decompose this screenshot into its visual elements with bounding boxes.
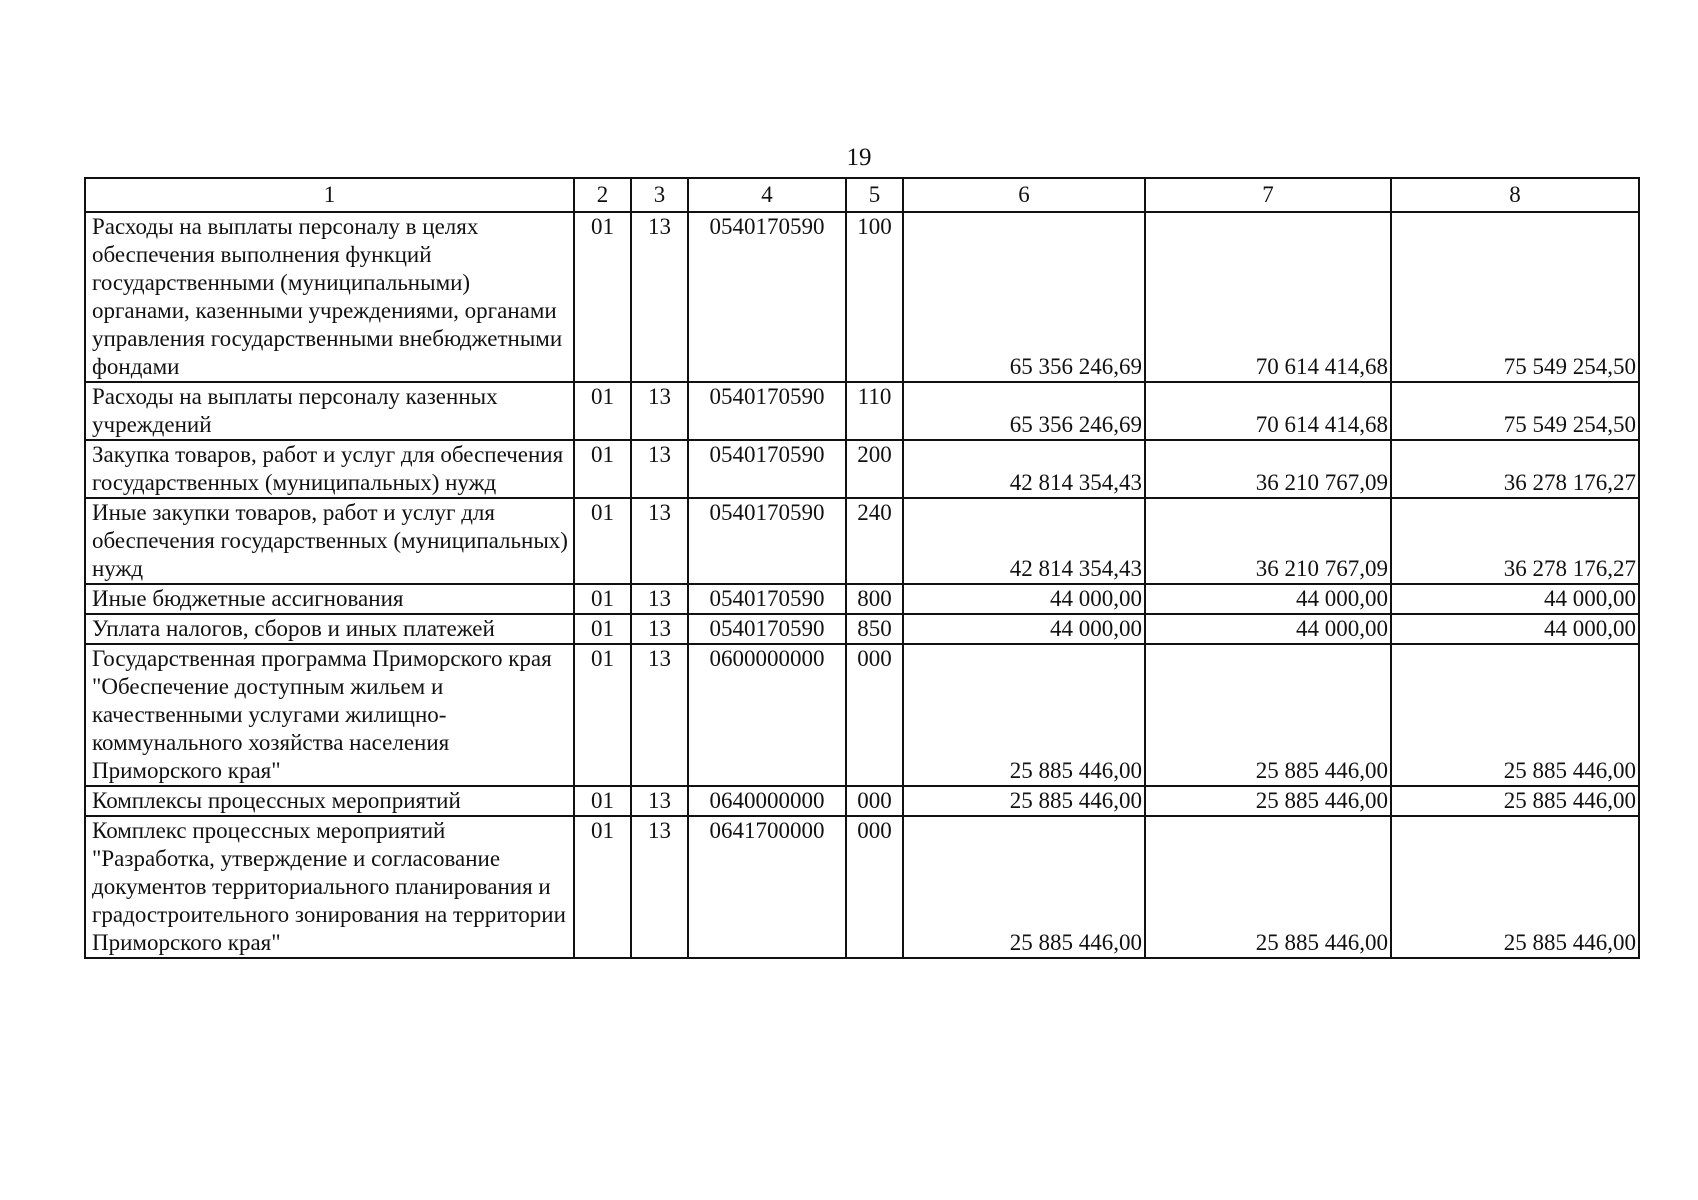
target-article-cell: 0540170590 <box>688 212 846 382</box>
expense-name-cell: Уплата налогов, сборов и иных платежей <box>85 614 574 644</box>
amount-year3-cell: 44 000,00 <box>1391 614 1639 644</box>
section-code-cell: 01 <box>574 382 631 440</box>
column-header-2: 2 <box>574 178 631 212</box>
subsection-code-cell: 13 <box>631 498 688 584</box>
table-body <box>85 178 1639 958</box>
amount-year1-cell: 25 885 446,00 <box>903 816 1145 958</box>
subsection-code-cell: 13 <box>631 440 688 498</box>
target-article-cell: 0540170590 <box>688 614 846 644</box>
table-row <box>85 440 1639 498</box>
amount-year2-cell: 36 210 767,09 <box>1145 440 1391 498</box>
column-header-4: 4 <box>688 178 846 212</box>
amount-year1-cell: 65 356 246,69 <box>903 212 1145 382</box>
page-number: 19 <box>846 144 872 171</box>
target-article-cell: 0600000000 <box>688 644 846 786</box>
section-code-cell: 01 <box>574 816 631 958</box>
amount-year2-cell: 70 614 414,68 <box>1145 212 1391 382</box>
amount-year1-cell: 25 885 446,00 <box>903 786 1145 816</box>
amount-year2-cell: 44 000,00 <box>1145 584 1391 614</box>
expense-name-cell: Расходы на выплаты персоналу казенных учреждений <box>85 382 574 440</box>
expense-name-cell: Расходы на выплаты персоналу в целях обеспечения выполнения функций государственными (муниципальными) органами, казенными учреждениями, органами управления государственными внебюджетными фондами <box>85 212 574 382</box>
subsection-code-cell: 13 <box>631 644 688 786</box>
expense-name-cell: Иные закупки товаров, работ и услуг для обеспечения государственных (муниципальных) нужд <box>85 498 574 584</box>
amount-year3-cell: 75 549 254,50 <box>1391 212 1639 382</box>
table-row <box>85 212 1639 382</box>
section-code-cell: 01 <box>574 614 631 644</box>
section-code-cell: 01 <box>574 644 631 786</box>
subsection-code-cell: 13 <box>631 212 688 382</box>
column-header-3: 3 <box>631 178 688 212</box>
amount-year3-cell: 36 278 176,27 <box>1391 440 1639 498</box>
expense-type-cell: 800 <box>846 584 903 614</box>
expense-type-cell: 850 <box>846 614 903 644</box>
target-article-cell: 0540170590 <box>688 440 846 498</box>
expense-type-cell: 000 <box>846 816 903 958</box>
amount-year3-cell: 44 000,00 <box>1391 584 1639 614</box>
subsection-code-cell: 13 <box>631 614 688 644</box>
expense-type-cell: 110 <box>846 382 903 440</box>
table-row <box>85 498 1639 584</box>
target-article-cell: 0540170590 <box>688 584 846 614</box>
amount-year1-cell: 25 885 446,00 <box>903 644 1145 786</box>
amount-year1-cell: 42 814 354,43 <box>903 440 1145 498</box>
amount-year2-cell: 36 210 767,09 <box>1145 498 1391 584</box>
budget-table <box>84 177 1640 959</box>
column-header-7: 7 <box>1145 178 1391 212</box>
table-row <box>85 584 1639 614</box>
amount-year3-cell: 25 885 446,00 <box>1391 644 1639 786</box>
amount-year2-cell: 25 885 446,00 <box>1145 644 1391 786</box>
table-row <box>85 816 1639 958</box>
target-article-cell: 0540170590 <box>688 382 846 440</box>
expense-name-cell: Государственная программа Приморского края "Обеспечение доступным жильем и качественными услугами жилищно-коммунального хозяйства населения Приморского края" <box>85 644 574 786</box>
amount-year2-cell: 25 885 446,00 <box>1145 786 1391 816</box>
target-article-cell: 0540170590 <box>688 498 846 584</box>
amount-year2-cell: 70 614 414,68 <box>1145 382 1391 440</box>
amount-year3-cell: 75 549 254,50 <box>1391 382 1639 440</box>
expense-type-cell: 240 <box>846 498 903 584</box>
amount-year1-cell: 65 356 246,69 <box>903 382 1145 440</box>
expense-name-cell: Комплексы процессных мероприятий <box>85 786 574 816</box>
amount-year3-cell: 25 885 446,00 <box>1391 816 1639 958</box>
section-code-cell: 01 <box>574 584 631 614</box>
section-code-cell: 01 <box>574 498 631 584</box>
expense-type-cell: 100 <box>846 212 903 382</box>
expense-type-cell: 000 <box>846 786 903 816</box>
expense-name-cell: Иные бюджетные ассигнования <box>85 584 574 614</box>
subsection-code-cell: 13 <box>631 816 688 958</box>
table-row <box>85 614 1639 644</box>
amount-year3-cell: 36 278 176,27 <box>1391 498 1639 584</box>
subsection-code-cell: 13 <box>631 786 688 816</box>
expense-name-cell: Закупка товаров, работ и услуг для обеспечения государственных (муниципальных) нужд <box>85 440 574 498</box>
expense-type-cell: 200 <box>846 440 903 498</box>
subsection-code-cell: 13 <box>631 584 688 614</box>
amount-year1-cell: 44 000,00 <box>903 584 1145 614</box>
amount-year2-cell: 44 000,00 <box>1145 614 1391 644</box>
amount-year2-cell: 25 885 446,00 <box>1145 816 1391 958</box>
column-header-1: 1 <box>85 178 574 212</box>
amount-year1-cell: 42 814 354,43 <box>903 498 1145 584</box>
amount-year1-cell: 44 000,00 <box>903 614 1145 644</box>
table-header-row <box>85 178 1639 212</box>
column-header-8: 8 <box>1391 178 1639 212</box>
section-code-cell: 01 <box>574 786 631 816</box>
expense-type-cell: 000 <box>846 644 903 786</box>
amount-year3-cell: 25 885 446,00 <box>1391 786 1639 816</box>
section-code-cell: 01 <box>574 440 631 498</box>
table-row <box>85 382 1639 440</box>
target-article-cell: 0641700000 <box>688 816 846 958</box>
table-row <box>85 786 1639 816</box>
target-article-cell: 0640000000 <box>688 786 846 816</box>
column-header-5: 5 <box>846 178 903 212</box>
expense-name-cell: Комплекс процессных мероприятий "Разработка, утверждение и согласование документов территориального планирования и градостроительного зонирования на территории Приморского края" <box>85 816 574 958</box>
column-header-6: 6 <box>903 178 1145 212</box>
section-code-cell: 01 <box>574 212 631 382</box>
subsection-code-cell: 13 <box>631 382 688 440</box>
table-row <box>85 644 1639 786</box>
